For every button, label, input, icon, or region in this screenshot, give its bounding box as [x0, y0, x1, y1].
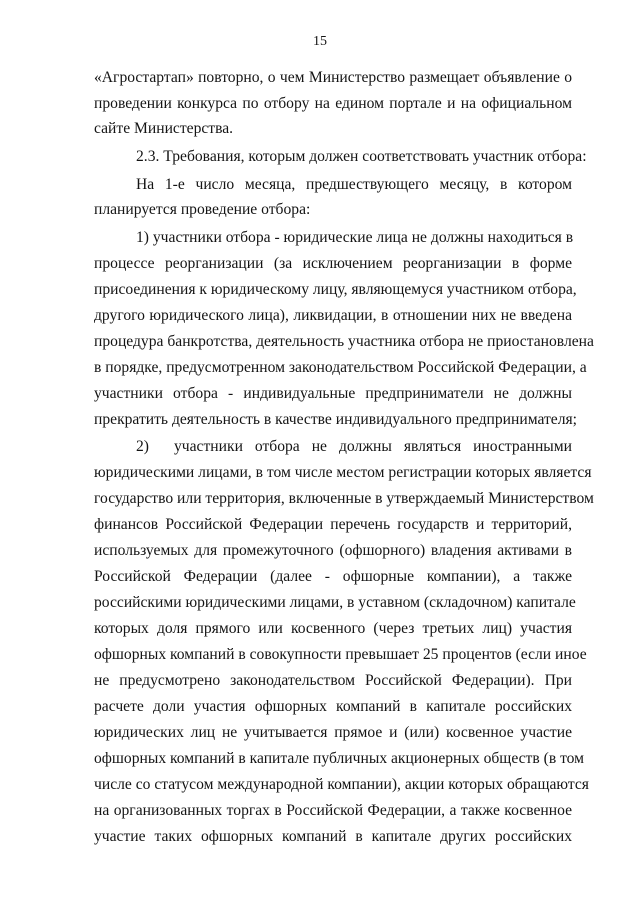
text-line: Российской Федерации (далее - офшорные компании), а также: [94, 568, 572, 585]
text-line: участники отбора - индивидуальные предприниматели не должны: [94, 385, 572, 402]
list-item-1-line: 1) участники отбора - юридические лица не должны находиться в: [136, 229, 574, 246]
text-line: финансов Российской Федерации перечень государств и территорий,: [94, 516, 572, 533]
text-line: на организованных торгах в Российской Федерации, а также косвенное: [94, 802, 572, 819]
text-line: процедура банкротства, деятельность участника отбора не приостановлена: [94, 333, 594, 350]
text-line: юридических лиц не учитывается прямое и (или) косвенное участие: [94, 724, 572, 741]
text-line: «Агростартап» повторно, о чем Министерство размещает объявление о: [94, 69, 572, 86]
text-line: не предусмотрено законодательством Российской Федерации). При: [94, 672, 572, 689]
text-line: используемых для промежуточного (офшорного) владения активами в: [94, 542, 572, 559]
text-line: в порядке, предусмотренном законодательством Российской Федерации, а: [94, 359, 587, 376]
text-line: участие таких офшорных компаний в капитале других российских: [94, 828, 572, 845]
text-line: На 1-е число месяца, предшествующего месяцу, в котором: [136, 176, 572, 193]
text-line: юридическими лицами, в том числе местом регистрации которых является: [94, 464, 592, 481]
text-line: сайте Министерства.: [94, 120, 234, 137]
text-line: числе со статусом международной компании), акции которых обращаются: [94, 776, 589, 793]
list-item-2-number: 2): [136, 438, 149, 455]
text-line: офшорных компаний в совокупности превышает 25 процентов (если иное: [94, 646, 587, 663]
text-line: прекратить деятельность в качестве индивидуального предпринимателя;: [94, 411, 578, 428]
text-line: расчете доли участия офшорных компаний в капитале российских: [94, 698, 572, 715]
text-line: которых доля прямого или косвенного (через третьих лиц) участия: [94, 620, 572, 637]
text-line: российскими юридическими лицами, в уставном (складочном) капитале: [94, 594, 576, 611]
text-line: другого юридического лица), ликвидации, в отношении них не введена: [94, 307, 572, 324]
section-heading: 2.3. Требования, которым должен соответствовать участник отбора:: [136, 148, 587, 165]
text-line: присоединения к юридическому лицу, являющемуся участником отбора,: [94, 281, 577, 298]
page-number: 15: [313, 34, 327, 49]
text-line: проведении конкурса по отбору на едином портале и на официальном: [94, 95, 572, 112]
text-line: процессе реорганизации (за исключением реорганизации в форме: [94, 255, 572, 272]
text-line: планируется проведение отбора:: [94, 201, 311, 218]
text-line: офшорных компаний в капитале публичных акционерных обществ (в том: [94, 750, 585, 767]
text-line: государство или территория, включенные в утверждаемый Министерством: [94, 490, 594, 507]
list-item-2-line: участники отбора не должны являться иностранными: [174, 438, 572, 455]
